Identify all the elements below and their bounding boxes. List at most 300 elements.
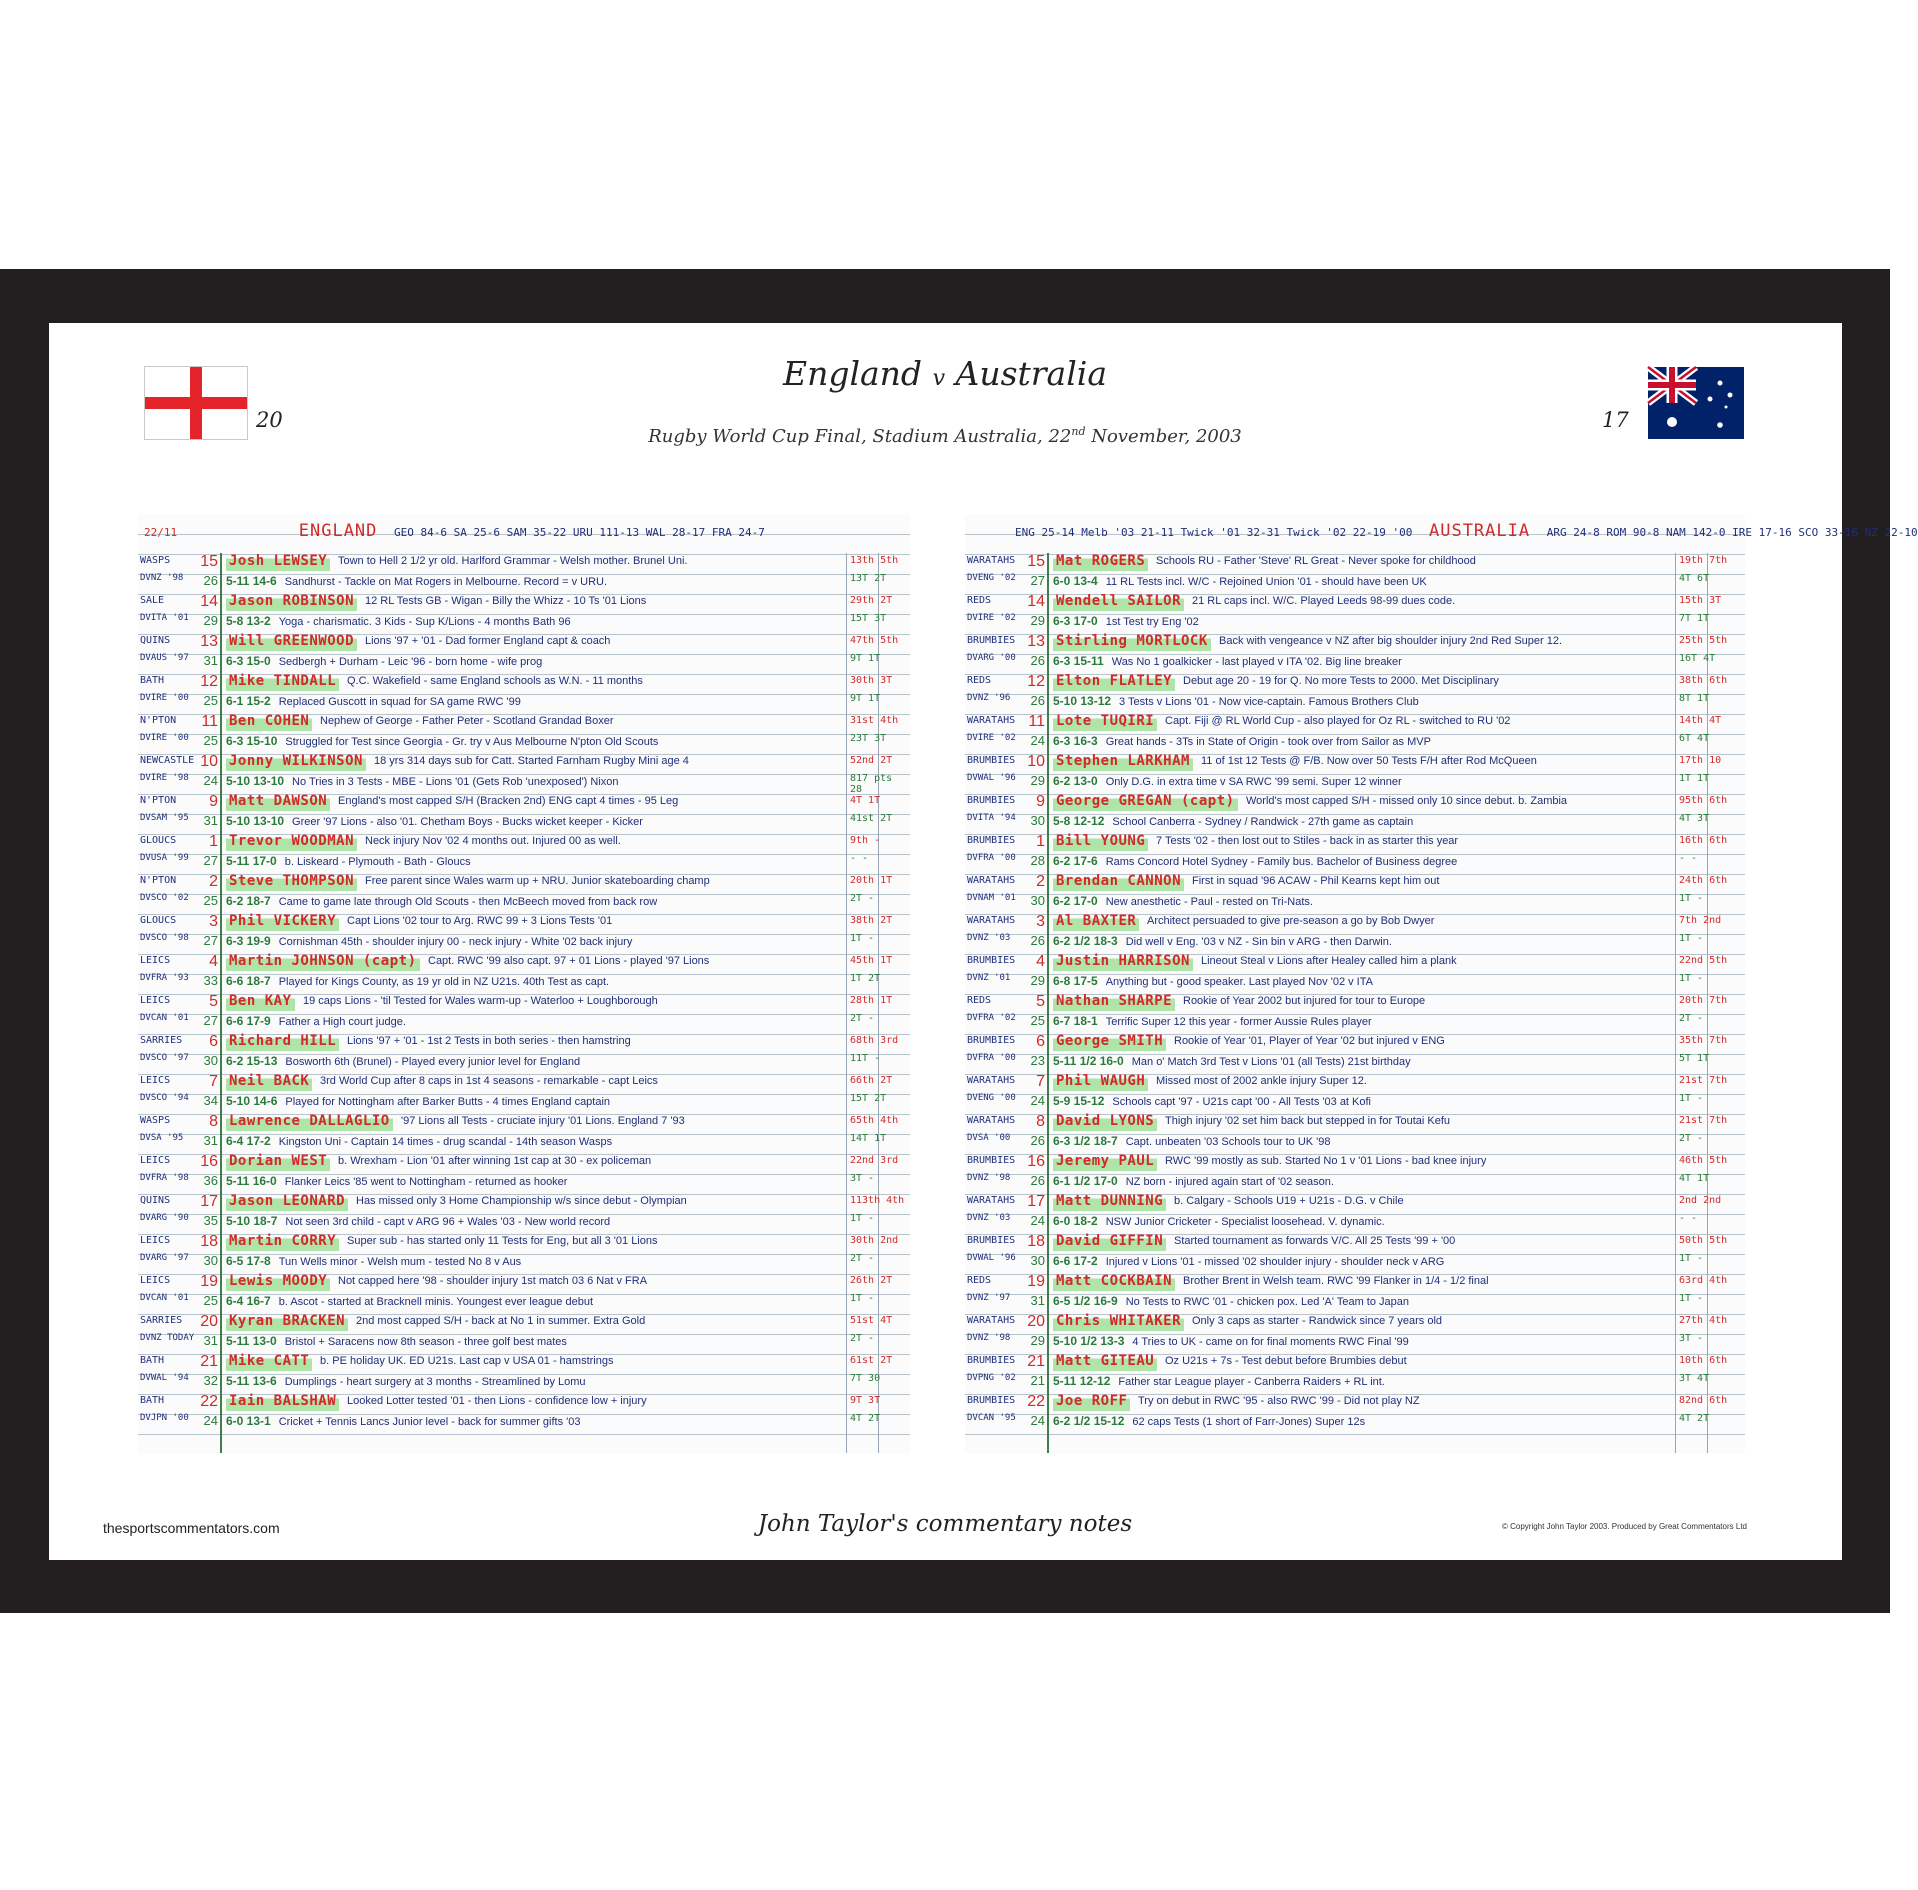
player-career-note: Injured v Lions '01 - missed '02 shoulder injury - shoulder neck v ARG: [1105, 1256, 1445, 1268]
player-note: Q.C. Wakefield - same England schools as W.N. - 11 months: [347, 675, 643, 687]
player-height-weight: 6-0 13-4: [1053, 574, 1098, 588]
player-number: 6: [1036, 1033, 1045, 1050]
player-note: 3rd World Cup after 8 caps in 1st 4 seasons - remarkable - capt Leics: [320, 1075, 658, 1087]
player-details: [226, 1134, 844, 1148]
player-height-weight: 6-4 17-2: [226, 1134, 271, 1148]
player-height-weight: 5-11 17-0: [226, 854, 277, 868]
player-stat-caps: 19th 7th: [1679, 555, 1728, 566]
player-row: [965, 1233, 1745, 1273]
player-details: [226, 734, 844, 748]
player-debut: DVFRA '00: [967, 853, 1016, 863]
player-details: [226, 1054, 844, 1068]
player-name: Matt DUNNING: [1053, 1193, 1166, 1211]
player-note: Only 3 caps as starter - Randwick since 7 years old: [1192, 1315, 1443, 1327]
player-age: 24: [1030, 1093, 1045, 1108]
player-debut: DVIRE '00: [140, 693, 189, 703]
player-stat-tries: 7T 1T: [1679, 613, 1710, 624]
player-age: 25: [203, 733, 218, 748]
player-row: [965, 833, 1745, 873]
england-sheet-header: 22/11 ENGLAND GEO 84-6 SA 25-6 SAM 35-22 URU 111-13 WAL 28-17 FRA 24-7: [144, 521, 765, 541]
player-height-weight: 5-11 13-0: [226, 1334, 277, 1348]
player-stat-caps: 38th 2T: [850, 915, 893, 926]
player-number: 17: [1027, 1193, 1045, 1210]
player-details: [1053, 774, 1673, 788]
player-debut: DVSCO '97: [140, 1053, 189, 1063]
player-club: BATH: [140, 1355, 165, 1366]
player-club: LEICS: [140, 1235, 171, 1246]
player-note: '97 Lions all Tests - cruciate injury '01 Lions. England 7 '93: [401, 1115, 685, 1127]
player-age: 30: [203, 1053, 218, 1068]
player-note: Rookie of Year '01, Player of Year '02 but injured v ENG: [1174, 1035, 1445, 1047]
player-height-weight: 6-2 13-0: [1053, 774, 1098, 788]
player-height-weight: 5-10 13-12: [1053, 694, 1112, 708]
player-career-note: Father a High court judge.: [278, 1016, 406, 1028]
player-stat-tries: 4T 6T: [1679, 573, 1710, 584]
player-height-weight: 5-10 13-10: [226, 814, 285, 828]
player-row: [138, 1273, 910, 1313]
player-debut: DVENG '02: [967, 573, 1016, 583]
player-note: Thigh injury '02 set him back but stepped in for Toutai Kefu: [1165, 1115, 1451, 1127]
player-age: 29: [1030, 773, 1045, 788]
player-stat-tries: 817 pts 28: [850, 773, 893, 795]
player-details: [1053, 1054, 1673, 1068]
player-row: [138, 993, 910, 1033]
player-debut: DVNZ '98: [967, 1173, 1011, 1183]
player-number: 17: [200, 1193, 218, 1210]
australia-player-list: [965, 553, 1745, 1433]
player-stat-tries: 15T 2T: [850, 1093, 887, 1104]
player-stat-tries: 1T -: [1679, 933, 1704, 944]
player-number: 18: [1027, 1233, 1045, 1250]
player-club: WARATAHS: [967, 875, 1016, 886]
player-stat-tries: 6T 4T: [1679, 733, 1710, 744]
player-number: 4: [1036, 953, 1045, 970]
player-club: REDS: [967, 1275, 992, 1286]
player-career-note: b. Ascot - started at Bracknell minis. Youngest ever league debut: [278, 1296, 594, 1308]
player-debut: DVWAL '94: [140, 1373, 189, 1383]
player-row: [965, 1033, 1745, 1073]
player-club: LEICS: [140, 1075, 171, 1086]
player-career-note: Rams Concord Hotel Sydney - Family bus. Bachelor of Business degree: [1105, 856, 1458, 868]
player-details: [1053, 814, 1673, 828]
player-career-note: 11 RL Tests incl. W/C - Rejoined Union '01 - should have been UK: [1105, 576, 1427, 588]
player-stat-caps: 25th 5th: [1679, 635, 1728, 646]
player-stat-tries: 4T 1T: [1679, 1173, 1710, 1184]
player-note: Missed most of 2002 ankle injury Super 12.: [1156, 1075, 1367, 1087]
player-details: [226, 574, 844, 588]
player-note: b. Wrexham - Lion '01 after winning 1st cap at 30 - ex policeman: [338, 1155, 652, 1167]
player-note: b. Calgary - Schools U19 + U21s - D.G. v Chile: [1174, 1195, 1404, 1207]
player-details: [1053, 574, 1673, 588]
player-height-weight: 6-2 1/2 18-3: [1053, 934, 1118, 948]
player-club: QUINS: [140, 1195, 171, 1206]
player-debut: DVCAN '01: [140, 1293, 189, 1303]
player-age: 34: [203, 1093, 218, 1108]
player-career-note: Cricket + Tennis Lancs Junior level - back for summer gifts '03: [278, 1416, 581, 1428]
player-stat-tries: 23T 3T: [850, 733, 887, 744]
player-row: [965, 1313, 1745, 1353]
player-age: 32: [203, 1373, 218, 1388]
player-club: WASPS: [140, 1115, 171, 1126]
player-stat-caps: 113th 4th: [850, 1195, 905, 1206]
player-debut: DVJPN '00: [140, 1413, 189, 1423]
player-stat-tries: 13T 2T: [850, 573, 887, 584]
player-age: 31: [203, 1333, 218, 1348]
player-note: 18 yrs 314 days sub for Catt. Started Farnham Rugby Mini age 4: [374, 755, 689, 767]
player-stat-caps: 29th 2T: [850, 595, 893, 606]
player-row: [138, 713, 910, 753]
player-debut: DVSA '95: [140, 1133, 184, 1143]
player-debut: DVITA '94: [967, 813, 1016, 823]
player-number: 7: [1036, 1073, 1045, 1090]
player-debut: DVITA '01: [140, 613, 189, 623]
copyright-notice: © Copyright John Taylor 2003. Produced by Great Commentators Ltd: [1502, 1522, 1747, 1531]
player-debut: DVFRA '93: [140, 973, 189, 983]
player-row: [965, 713, 1745, 753]
player-age: 25: [1030, 1013, 1045, 1028]
player-note: Architect persuaded to give pre-season a go by Bob Dwyer: [1147, 915, 1435, 927]
player-debut: DVSCO '02: [140, 893, 189, 903]
player-note: Capt. Fiji @ RL World Cup - also played for Oz RL - switched to RU '02: [1165, 715, 1511, 727]
player-club: WARATAHS: [967, 555, 1016, 566]
player-name: Joe ROFF: [1053, 1393, 1130, 1411]
player-height-weight: 5-9 15-12: [1053, 1094, 1105, 1108]
player-number: 16: [1027, 1153, 1045, 1170]
player-stat-caps: 14th 4T: [1679, 715, 1722, 726]
player-debut: DVPNG '02: [967, 1373, 1016, 1383]
player-career-note: Man o' Match 3rd Test v Lions '01 (all Tests) 21st birthday: [1131, 1056, 1411, 1068]
player-stat-caps: 30th 3T: [850, 675, 893, 686]
player-career-note: Played for Nottingham after Barker Butts - 4 times England captain: [285, 1096, 611, 1108]
player-height-weight: 6-3 19-9: [226, 934, 271, 948]
player-age: 26: [1030, 653, 1045, 668]
player-stat-caps: 65th 4th: [850, 1115, 899, 1126]
player-debut: DVIRE '98: [140, 773, 189, 783]
player-stat-tries: 16T 4T: [1679, 653, 1716, 664]
player-name: Mike CATT: [226, 1353, 312, 1371]
player-height-weight: 6-2 17-6: [1053, 854, 1098, 868]
player-stat-caps: 66th 2T: [850, 1075, 893, 1086]
player-height-weight: 5-8 13-2: [226, 614, 271, 628]
player-age: 30: [203, 1253, 218, 1268]
player-age: 36: [203, 1173, 218, 1188]
player-details: [1053, 1254, 1673, 1268]
player-club: BRUMBIES: [967, 755, 1016, 766]
player-age: 25: [203, 693, 218, 708]
player-stat-tries: 8T 1T: [1679, 693, 1710, 704]
player-row: [138, 1353, 910, 1393]
player-note: Neck injury Nov '02 4 months out. Injured 00 as well.: [365, 835, 621, 847]
player-height-weight: 5-11 13-6: [226, 1374, 277, 1388]
player-height-weight: 6-4 16-7: [226, 1294, 271, 1308]
player-row: [965, 553, 1745, 593]
player-number: 12: [1027, 673, 1045, 690]
player-details: [1053, 1134, 1673, 1148]
player-stat-tries: 7T 30: [850, 1373, 881, 1384]
player-height-weight: 6-7 18-1: [1053, 1014, 1098, 1028]
player-details: [226, 894, 844, 908]
player-row: [138, 553, 910, 593]
player-debut: DVNZ '98: [967, 1333, 1011, 1343]
player-name: Richard HILL: [226, 1033, 339, 1051]
player-name: Jonny WILKINSON: [226, 753, 366, 771]
player-name: Jason ROBINSON: [226, 593, 357, 611]
player-club: LEICS: [140, 1155, 171, 1166]
player-stat-tries: 1T -: [1679, 973, 1704, 984]
player-stat-tries: 1T -: [850, 1293, 875, 1304]
player-details: [226, 1214, 844, 1228]
player-stat-caps: 26th 2T: [850, 1275, 893, 1286]
player-stat-caps: 63rd 4th: [1679, 1275, 1728, 1286]
player-height-weight: 5-8 12-12: [1053, 814, 1105, 828]
player-career-note: Did well v Eng. '03 v NZ - Sin bin v ARG - then Darwin.: [1125, 936, 1392, 948]
player-stat-caps: 21st 7th: [1679, 1115, 1728, 1126]
player-height-weight: 5-10 1/2 13-3: [1053, 1334, 1125, 1348]
player-number: 13: [200, 633, 218, 650]
player-details: [1053, 1294, 1673, 1308]
player-age: 26: [1030, 1173, 1045, 1188]
player-row: [138, 593, 910, 633]
player-age: 29: [1030, 1333, 1045, 1348]
player-career-note: 4 Tries to UK - came on for final moments RWC Final '99: [1132, 1336, 1409, 1348]
player-stat-caps: 15th 3T: [1679, 595, 1722, 606]
player-note: Oz U21s + 7s - Test debut before Brumbies debut: [1165, 1355, 1407, 1367]
player-note: Debut age 20 - 19 for Q. No more Tests to 2000. Met Disciplinary: [1183, 675, 1499, 687]
player-stat-tries: 3T 4T: [1679, 1373, 1710, 1384]
player-name: Jeremy PAUL: [1053, 1153, 1157, 1171]
player-name: Ben KAY: [226, 993, 295, 1011]
player-career-note: Sedbergh + Durham - Leic '96 - born home - wife prog: [278, 656, 543, 668]
player-note: Lineout Steal v Lions after Healey called him a plank: [1201, 955, 1457, 967]
player-age: 29: [1030, 613, 1045, 628]
player-note: Rookie of Year 2002 but injured for tour to Europe: [1183, 995, 1426, 1007]
player-row: [965, 913, 1745, 953]
player-club: NEWCASTLE: [140, 755, 195, 766]
player-career-note: NSW Junior Cricketer - Specialist loosehead. V. dynamic.: [1105, 1216, 1385, 1228]
player-height-weight: 6-6 17-2: [1053, 1254, 1098, 1268]
player-career-note: No Tests to RWC '01 - chicken pox. Led 'A' Team to Japan: [1125, 1296, 1409, 1308]
player-debut: DVENG '00: [967, 1093, 1016, 1103]
player-name: Phil VICKERY: [226, 913, 339, 931]
player-stat-tries: - -: [1679, 1213, 1698, 1224]
player-career-note: Replaced Guscott in squad for SA game RWC '99: [278, 696, 521, 708]
player-row: [965, 673, 1745, 713]
player-debut: DVFRA '02: [967, 1013, 1016, 1023]
player-name: Ben COHEN: [226, 713, 312, 731]
player-details: [1053, 654, 1673, 668]
player-row: [965, 953, 1745, 993]
player-height-weight: 6-1 1/2 17-0: [1053, 1174, 1118, 1188]
player-height-weight: 5-10 14-6: [226, 1094, 278, 1108]
player-row: [965, 1153, 1745, 1193]
player-career-note: Terrific Super 12 this year - former Aussie Rules player: [1105, 1016, 1372, 1028]
player-name: Trevor WOODMAN: [226, 833, 357, 851]
player-details: [1053, 854, 1673, 868]
player-stat-tries: 1T -: [1679, 893, 1704, 904]
player-debut: DVNZ '96: [967, 693, 1011, 703]
player-note: Town to Hell 2 1/2 yr old. Harlford Grammar - Welsh mother. Brunel Uni.: [338, 555, 688, 567]
player-career-note: Bristol + Saracens now 8th season - three golf best mates: [284, 1336, 567, 1348]
player-age: 21: [1030, 1373, 1045, 1388]
player-row: [138, 1113, 910, 1153]
player-stat-caps: 52nd 2T: [850, 755, 893, 766]
player-career-note: 3 Tests v Lions '01 - Now vice-captain. Famous Brothers Club: [1119, 696, 1419, 708]
player-debut: DVNZ '03: [967, 933, 1011, 943]
player-age: 27: [1030, 573, 1045, 588]
player-club: WARATAHS: [967, 915, 1016, 926]
player-club: WASPS: [140, 555, 171, 566]
player-age: 23: [1030, 1053, 1045, 1068]
player-row: [138, 913, 910, 953]
player-stat-tries: - -: [1679, 853, 1698, 864]
player-stat-caps: 2nd 2nd: [1679, 1195, 1722, 1206]
player-age: 33: [203, 973, 218, 988]
player-career-note: Great hands - 3Ts in State of Origin - took over from Sailor as MVP: [1105, 736, 1431, 748]
player-name: Justin HARRISON: [1053, 953, 1193, 971]
player-details: [226, 694, 844, 708]
player-stat-tries: 1T -: [850, 1213, 875, 1224]
player-number: 1: [1036, 833, 1045, 850]
player-number: 14: [1027, 593, 1045, 610]
player-row: [138, 793, 910, 833]
player-career-note: 62 caps Tests (1 short of Farr-Jones) Super 12s: [1132, 1416, 1366, 1428]
player-number: 20: [1027, 1313, 1045, 1330]
player-note: Lions '97 + '01 - Dad former England capt & coach: [365, 635, 611, 647]
player-number: 21: [200, 1353, 218, 1370]
player-club: WARATAHS: [967, 1315, 1016, 1326]
player-height-weight: 6-3 17-0: [1053, 614, 1098, 628]
player-name: Nathan SHARPE: [1053, 993, 1175, 1011]
player-club: SARRIES: [140, 1315, 183, 1326]
player-career-note: Father star League player - Canberra Raiders + RL int.: [1118, 1376, 1385, 1388]
player-row: [138, 873, 910, 913]
player-age: 25: [203, 893, 218, 908]
player-row: [965, 873, 1745, 913]
player-age: 30: [1030, 893, 1045, 908]
player-details: [226, 1094, 844, 1108]
player-stat-tries: 1T -: [1679, 1253, 1704, 1264]
player-number: 8: [209, 1113, 218, 1130]
player-height-weight: 6-3 15-10: [226, 734, 278, 748]
player-number: 7: [209, 1073, 218, 1090]
player-club: LEICS: [140, 995, 171, 1006]
player-stat-tries: 14T 1T: [850, 1133, 887, 1144]
player-details: [1053, 894, 1673, 908]
player-name: Stirling MORTLOCK: [1053, 633, 1211, 651]
player-stat-tries: 15T 3T: [850, 613, 887, 624]
player-stat-caps: 13th 5th: [850, 555, 899, 566]
player-note: b. PE holiday UK. ED U21s. Last cap v USA 01 - hamstrings: [320, 1355, 614, 1367]
player-stat-caps: 45th 1T: [850, 955, 893, 966]
player-row: [138, 1393, 910, 1433]
player-stat-tries: 5T 1T: [1679, 1053, 1710, 1064]
player-row: [138, 1313, 910, 1353]
player-age: 27: [203, 1013, 218, 1028]
player-number: 4: [209, 953, 218, 970]
player-club: BRUMBIES: [967, 1355, 1016, 1366]
player-stat-caps: 27th 4th: [1679, 1315, 1728, 1326]
player-details: [226, 1374, 844, 1388]
player-name: Steve THOMPSON: [226, 873, 357, 891]
player-debut: DVUSA '99: [140, 853, 189, 863]
player-career-note: Dumplings - heart surgery at 3 months - Streamlined by Lomu: [284, 1376, 586, 1388]
player-age: 26: [1030, 933, 1045, 948]
player-debut: DVSCO '94: [140, 1093, 189, 1103]
player-stat-caps: 4T 1T: [850, 795, 881, 806]
player-debut: DVARG '90: [140, 1213, 189, 1223]
player-number: 13: [1027, 633, 1045, 650]
player-stat-caps: 22nd 5th: [1679, 955, 1728, 966]
player-debut: DVIRE '02: [967, 613, 1016, 623]
player-height-weight: 6-3 1/2 18-7: [1053, 1134, 1118, 1148]
player-row: [138, 633, 910, 673]
player-debut: DVNAM '01: [967, 893, 1016, 903]
player-name: Will GREENWOOD: [226, 633, 357, 651]
player-debut: DVIRE '00: [140, 733, 189, 743]
player-name: Mat ROGERS: [1053, 553, 1148, 571]
player-name: Matt GITEAU: [1053, 1353, 1157, 1371]
player-career-note: Yoga - charismatic. 3 Kids - Sup K/Lions - 4 months Bath 96: [278, 616, 571, 628]
player-stat-caps: 20th 1T: [850, 875, 893, 886]
player-number: 22: [200, 1393, 218, 1410]
player-details: [1053, 974, 1673, 988]
player-club: REDS: [967, 675, 992, 686]
player-name: Elton FLATLEY: [1053, 673, 1175, 691]
player-number: 10: [200, 753, 218, 770]
player-details: [1053, 1414, 1673, 1428]
player-details: [1053, 934, 1673, 948]
player-details: [1053, 614, 1673, 628]
player-number: 22: [1027, 1393, 1045, 1410]
player-debut: DVNZ '01: [967, 973, 1011, 983]
player-details: [226, 774, 844, 788]
player-stat-caps: 51st 4T: [850, 1315, 893, 1326]
player-row: [138, 1193, 910, 1233]
player-age: 27: [203, 853, 218, 868]
player-number: 16: [200, 1153, 218, 1170]
player-stat-tries: 11T -: [850, 1053, 881, 1064]
player-stat-tries: 9T 1T: [850, 653, 881, 664]
player-height-weight: 6-2 15-13: [226, 1054, 278, 1068]
player-note: First in squad '96 ACAW - Phil Kearns kept him out: [1192, 875, 1440, 887]
player-club: BRUMBIES: [967, 1155, 1016, 1166]
player-club: BRUMBIES: [967, 795, 1016, 806]
player-career-note: Tun Wells minor - Welsh mum - tested No 8 v Aus: [278, 1256, 522, 1268]
player-name: George SMITH: [1053, 1033, 1166, 1051]
player-details: [226, 1254, 844, 1268]
player-age: 24: [1030, 1213, 1045, 1228]
player-debut: DVNZ '98: [140, 573, 184, 583]
player-debut: DVARG '00: [967, 653, 1016, 663]
player-details: [1053, 1014, 1673, 1028]
player-career-note: Bosworth 6th (Brunel) - Played every junior level for England: [285, 1056, 581, 1068]
player-number: 5: [1036, 993, 1045, 1010]
player-details: [226, 934, 844, 948]
player-row: [965, 1113, 1745, 1153]
player-club: BRUMBIES: [967, 635, 1016, 646]
player-name: Wendell SAILOR: [1053, 593, 1184, 611]
player-note: Brother Brent in Welsh team. RWC '99 Flanker in 1/4 - 1/2 final: [1183, 1275, 1489, 1287]
player-age: 29: [203, 613, 218, 628]
player-stat-caps: 61st 2T: [850, 1355, 893, 1366]
player-height-weight: 6-1 15-2: [226, 694, 271, 708]
player-stat-tries: 1T 1T: [1679, 773, 1710, 784]
australia-score: 17: [1602, 408, 1629, 432]
player-debut: DVSA '00: [967, 1133, 1011, 1143]
player-stat-tries: 2T -: [850, 1013, 875, 1024]
player-career-note: Sandhurst - Tackle on Mat Rogers in Melbourne. Record = v URU.: [284, 576, 608, 588]
player-number: 11: [201, 713, 218, 730]
